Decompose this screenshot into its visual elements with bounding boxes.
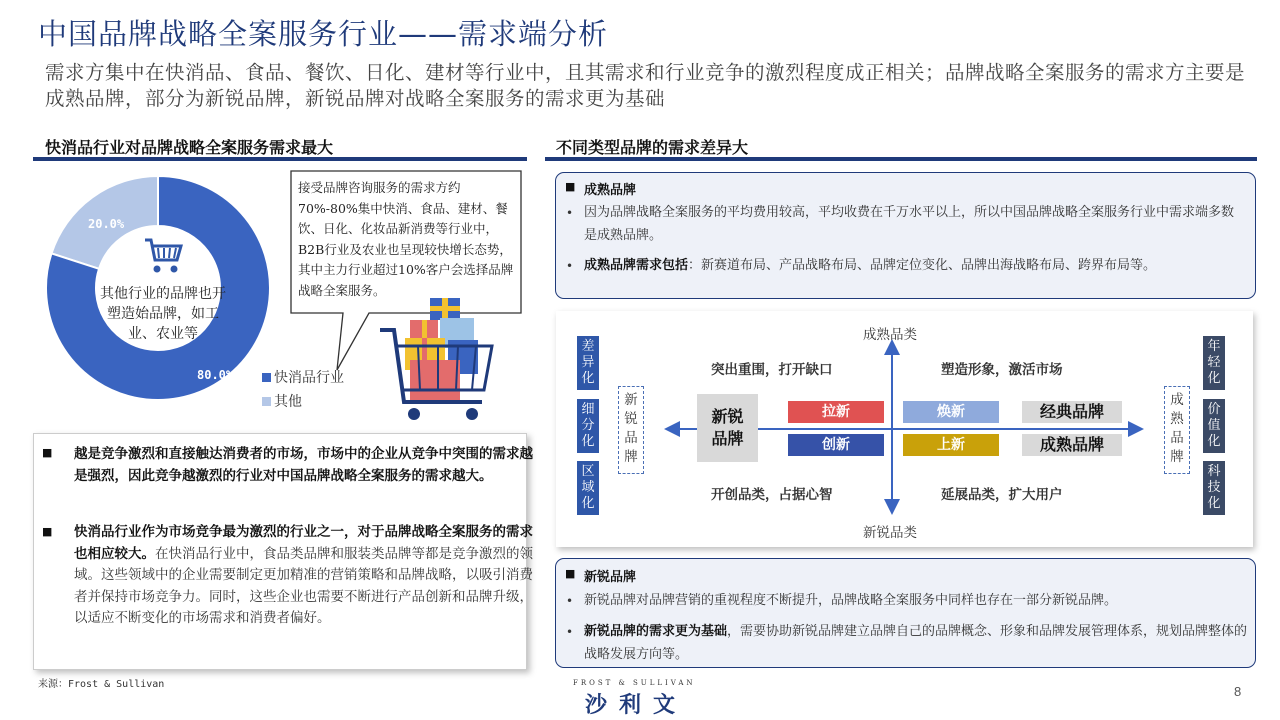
pill-shangxin: 上新	[903, 434, 999, 456]
donut-center-text: 其他行业的品牌也开塑造始品牌，如工业、农业等	[100, 286, 226, 342]
callout-text: 接受品牌咨询服务的需求方约70%-80%集中快消、食品、建材、餐饮、日化、化妆品新消费等行业中，B2B行业及农业也呈现较快增长态势，其中主力行业超过10%客户会选择品牌战略全案服务。	[298, 180, 514, 298]
quadrant-bottom-left-text: 开创品类，占据心智	[711, 487, 833, 503]
left-bullet-2-rest: 在快消品行业中，食品类品牌和服装类品牌等都是竞争激烈的领域。这些领域中的企业需要制定更加精准的营销策略和品牌战略，以吸引消费者并保持市场竞争力。同时，这些企业也需要不断进行产品创新和品牌升级，以适应不断变化的市场需求和消费者偏好。	[74, 545, 533, 626]
emerging-brand-box-section	[555, 558, 1256, 668]
left-tag-regionalization: 区域化	[577, 461, 599, 515]
legend-item-other	[262, 391, 302, 411]
emerging-brand-box: 新锐品牌	[697, 394, 758, 462]
emerging-item-2-rest: ，需要协助新锐品牌建立品牌自己的品牌概念、形象和品牌发展管理体系，规划品牌整体的战略发展方向等。	[584, 624, 1248, 662]
legend-label: 其他	[274, 394, 302, 410]
pill-laxin: 拉新	[788, 401, 884, 423]
emerging-item-2-bold: 新锐品牌的需求更为基础	[584, 624, 728, 639]
legend-swatch	[262, 373, 271, 382]
axis-top-label: 成熟品类	[863, 327, 917, 343]
donut-label-fmcg: 80.0%	[197, 368, 234, 382]
right-section-heading: 不同类型品牌的需求差异大	[556, 138, 749, 157]
legend-swatch	[262, 397, 271, 406]
bullet-square-icon: ■	[565, 567, 576, 580]
pill-chuangxin: 创新	[788, 434, 884, 456]
mature-item-2-rest: ：新赛道布局、产品战略布局、品牌定位变化、品牌出海战略布局、跨界布局等。	[688, 258, 1157, 273]
mature-brand-item-2	[584, 254, 1244, 277]
left-bullet-2-bold: 快消品行业作为市场竞争最为激烈的行业之一，对于品牌战略全案服务的需求也相应较大。	[74, 524, 533, 562]
bullet-square-icon: ■	[42, 525, 53, 538]
mature-brand-title: 成熟品牌	[584, 183, 637, 198]
left-heading-underline	[33, 157, 527, 161]
emerging-brand-title: 新锐品牌	[584, 570, 637, 585]
bullet-dot-icon: •	[566, 625, 574, 639]
quadrant-top-right-text: 塑造形象，激活市场	[941, 362, 1063, 378]
footer-source: 来源：Frost & Sullivan	[38, 679, 165, 690]
emerging-brand-item-1: 新锐品牌对品牌营销的重视程度不断提升，品牌战略全案服务中同样也存在一部分新锐品牌。	[584, 593, 1118, 608]
diagram-axes	[556, 311, 1253, 547]
page-title: 中国品牌战略全案服务行业——需求端分析	[38, 17, 609, 51]
bullet-square-icon: ■	[565, 180, 576, 193]
donut-label-other: 20.0%	[88, 217, 125, 231]
left-bullet-1	[74, 444, 546, 487]
pill-huanxin: 焕新	[903, 401, 999, 423]
dashed-emerging-brand: 新锐品牌	[618, 386, 644, 474]
bullet-dot-icon: •	[566, 594, 574, 608]
left-section-heading: 快消品行业对品牌战略全案服务需求最大	[45, 138, 334, 157]
footer-logo-big: 沙利文	[585, 693, 688, 718]
left-bullet-2	[74, 522, 546, 630]
quadrant-bottom-right-text: 延展品类，扩大用户	[941, 487, 1063, 503]
dashed-mature-brand: 成熟品牌	[1164, 386, 1190, 474]
shopping-cart-illustration-icon	[380, 290, 510, 425]
left-tag-segmentation: 细分化	[577, 399, 599, 453]
bullet-dot-icon: •	[566, 206, 574, 220]
right-tag-technology: 科技化	[1203, 461, 1225, 515]
shopping-cart-icon	[143, 236, 185, 276]
left-bullet-1-bold: 越是竞争激烈和直接触达消费者的市场，市场中的企业从竞争中突围的需求越是强烈，因此竞争越激烈的行业对中国品牌战略全案服务的需求越大。	[74, 446, 533, 484]
bullet-dot-icon: •	[566, 259, 574, 273]
bullet-square-icon: ■	[42, 446, 53, 459]
brand-matrix-diagram	[556, 311, 1253, 547]
right-heading-underline	[545, 157, 1257, 161]
page-number: 8	[1234, 684, 1242, 699]
left-tag-differentiation: 差异化	[577, 336, 599, 390]
mature-brand-item-1: 因为品牌战略全案服务的平均费用较高，平均收费在千万水平以上，所以中国品牌战略全案服务行业中需求端多数是成熟品牌。	[584, 205, 1235, 243]
footer-logo-small: FROST & SULLIVAN	[573, 679, 696, 687]
classic-brand-box: 经典品牌	[1022, 401, 1122, 423]
mature-brand-box	[555, 172, 1256, 299]
right-tag-value: 价值化	[1203, 399, 1225, 453]
right-tag-youthfulness: 年轻化	[1203, 336, 1225, 390]
left-bullets-box	[33, 433, 533, 670]
mature-brand-diagram-box: 成熟品牌	[1022, 434, 1122, 456]
quadrant-top-left-text: 突出重围，打开缺口	[711, 362, 833, 378]
page-subtitle: 需求方集中在快消品、食品、餐饮、日化、建材等行业中，且其需求和行业竞争的激烈程度成正相关；品牌战略全案服务的需求方主要是成熟品牌，部分为新锐品牌，新锐品牌对战略全案服务的需求更为基础	[45, 61, 1246, 110]
emerging-brand-item-2	[584, 620, 1249, 666]
legend-label: 快消品行业	[274, 370, 344, 386]
mature-item-2-bold: 成熟品牌需求包括	[584, 258, 689, 273]
axis-bottom-label: 新锐品类	[863, 525, 917, 541]
